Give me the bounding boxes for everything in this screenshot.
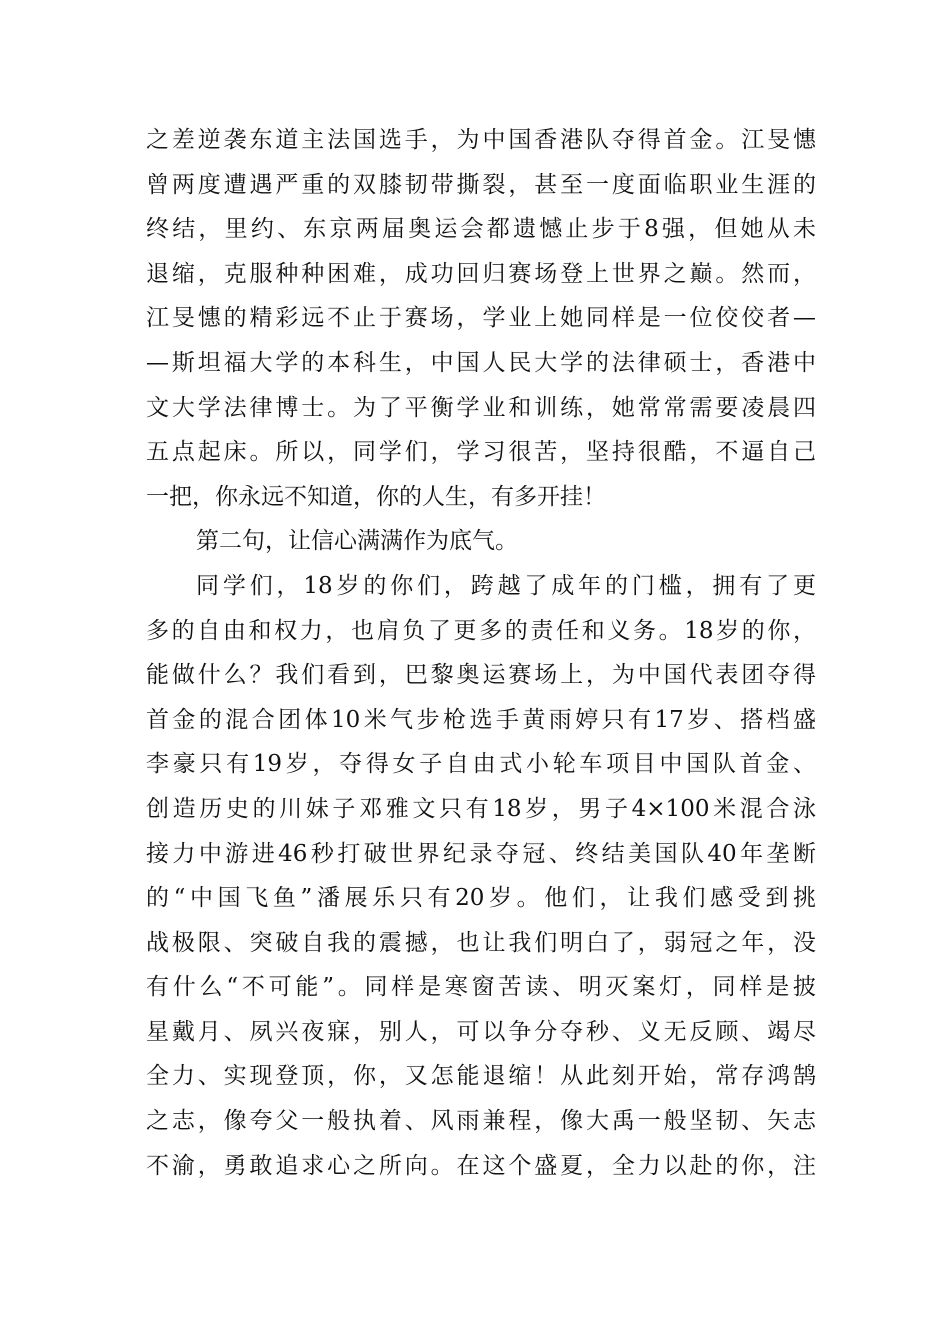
text-line: 江旻憓的精彩远不止于赛场，学业上她同样是一位佼佼者— xyxy=(146,305,816,332)
text-line: 创造历史的川妹子邓雅文只有18岁，男子4×100米混合泳 xyxy=(146,795,816,822)
text-line: 终结，里约、东京两届奥运会都遗憾止步于8强，但她从未 xyxy=(146,216,816,243)
text-line: 李豪只有19岁，夺得女子自由式小轮车项目中国队首金、 xyxy=(146,751,816,778)
text-line: 一把，你永远不知道，你的人生，有多开挂！ xyxy=(146,483,606,510)
text-line: 星戴月、夙兴夜寐，别人，可以争分夺秒、义无反顾、竭尽 xyxy=(146,1018,816,1045)
text-line: 能做什么？我们看到，巴黎奥运赛场上，为中国代表团夺得 xyxy=(146,662,816,689)
text-line: —斯坦福大学的本科生，中国人民大学的法律硕士，香港中 xyxy=(146,349,816,376)
text-line: 文大学法律博士。为了平衡学业和训练，她常常需要凌晨四 xyxy=(146,394,816,421)
body-text xyxy=(146,118,816,1188)
section-heading: 第二句，让信心满满作为底气。 xyxy=(196,528,518,555)
text-line: 曾两度遭遇严重的双膝韧带撕裂，甚至一度面临职业生涯的 xyxy=(146,171,816,198)
text-line: 退缩，克服种种困难，成功回归赛场登上世界之巅。然而， xyxy=(146,260,816,287)
text-line: 战极限、突破自我的震撼，也让我们明白了，弱冠之年，没 xyxy=(146,929,816,956)
text-line: 接力中游进46秒打破世界纪录夺冠、终结美国队40年垄断 xyxy=(146,840,816,867)
text-line: 之差逆袭东道主法国选手，为中国香港队夺得首金。江旻憓 xyxy=(146,127,816,153)
text-line: 五点起床。所以，同学们，学习很苦，坚持很酷，不逼自己 xyxy=(146,439,816,466)
text-line: 有什么“不可能”。同样是寒窗苦读、明灭案灯，同样是披 xyxy=(146,974,816,1001)
text-line: 首金的混合团体10米气步枪选手黄雨婷只有17岁、搭档盛 xyxy=(146,706,816,733)
text-line: 多的自由和权力，也肩负了更多的责任和义务。18岁的你， xyxy=(146,617,816,644)
text-line: 同学们，18岁的你们，跨越了成年的门槛，拥有了更 xyxy=(196,572,816,599)
paragraph-2 xyxy=(146,564,816,1188)
text-line: 之志，像夸父一般执着、风雨兼程，像大禹一般坚韧、矢志 xyxy=(146,1108,816,1135)
text-line: 全力、实现登顶，你，又怎能退缩！从此刻开始，常存鸿鹄 xyxy=(146,1063,816,1090)
paragraph-1 xyxy=(146,118,816,519)
text-line: 的“中国飞鱼”潘展乐只有20岁。他们，让我们感受到挑 xyxy=(146,885,816,912)
text-line: 不渝，勇敢追求心之所向。在这个盛夏，全力以赴的你，注 xyxy=(146,1152,816,1179)
